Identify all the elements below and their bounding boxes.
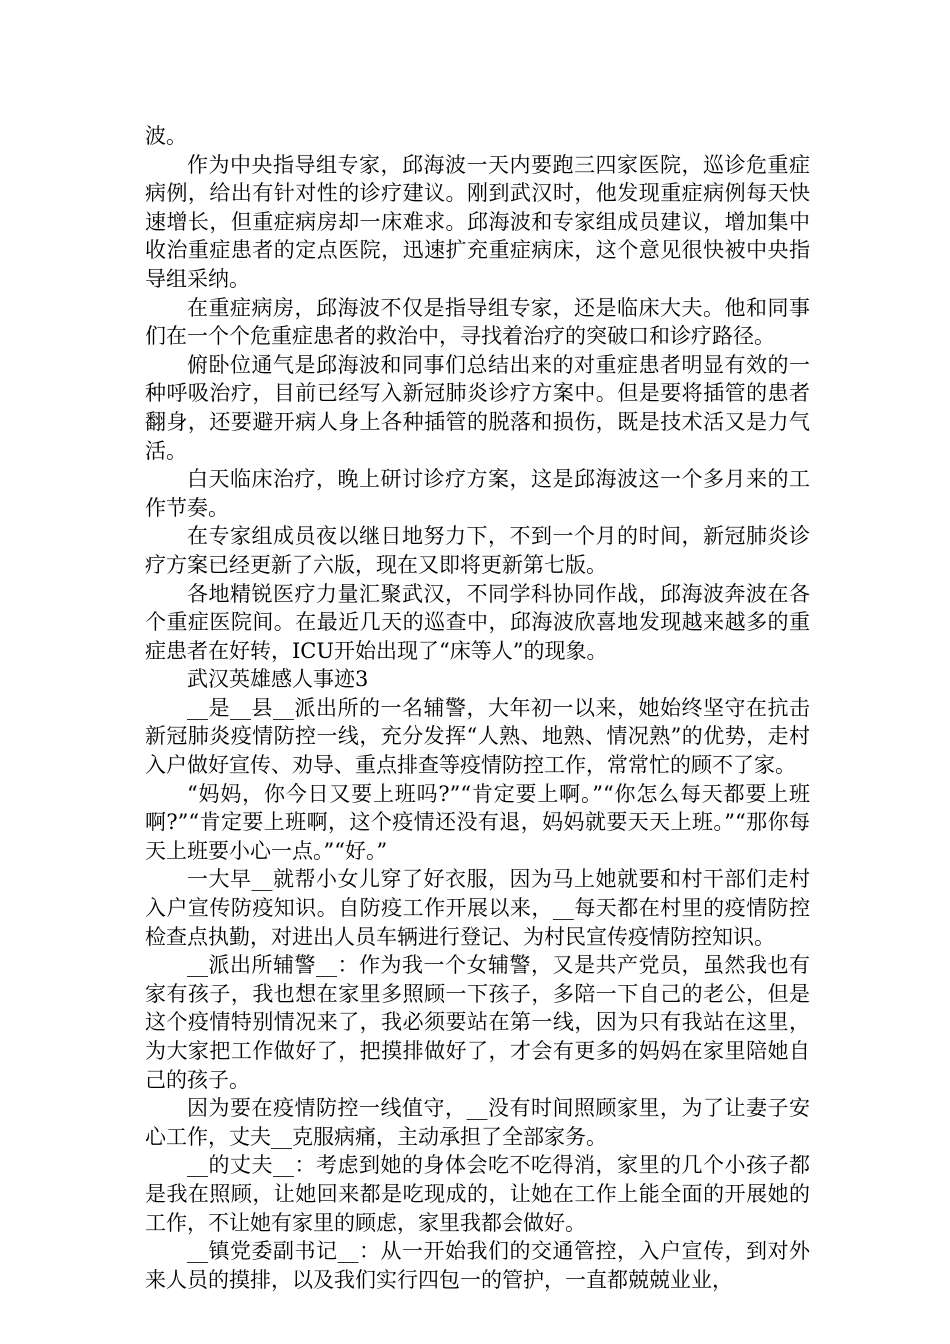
paragraph: __镇党委副书记__：从一开始我们的交通管控，入户宣传，到对外来人员的摸排，以及我们实行四包一的管护，一直都兢兢业业， (145, 1239, 810, 1292)
paragraph: __的丈夫__：考虑到她的身体会吃不吃得消，家里的几个小孩子都是我在照顾，让她回来都是吃现成的，让她在工作上能全面的开展她的工作，不让她有家里的顾虑，家里我都会做好。 (145, 1153, 810, 1235)
paragraph-continuation: 波。 (145, 124, 187, 148)
paragraph: 在专家组成员夜以继日地努力下，不到一个月的时间，新冠肺炎诊疗方案已经更新了六版，现在又即将更新第七版。 (145, 524, 810, 577)
paragraph: 作为中央指导组专家，邱海波一天内要跑三四家医院，巡诊危重症病例，给出有针对性的诊疗建议。刚到武汉时，他发现重症病例每天快速增长，但重症病房却一床难求。邱海波和专家组成员建议，增加集中收治重症患者的定点医院，迅速扩充重症病床，这个意见很快被中央指导组采纳。 (145, 152, 810, 291)
paragraph: 在重症病房，邱海波不仅是指导组专家，还是临床大夫。他和同事们在一个个危重症患者的救治中，寻找着治疗的突破口和诊疗路径。 (145, 295, 810, 349)
paragraph: 白天临床治疗，晚上研讨诊疗方案，这是邱海波这一个多月来的工作节奏。 (145, 467, 810, 520)
paragraph: 各地精锐医疗力量汇聚武汉，不同学科协同作战，邱海波奔波在各个重症医院间。在最近几天的巡查中，邱海波欣喜地发现越来越多的重症患者在好转，ICU开始出现了“床等人”的现象。 (145, 581, 810, 663)
section-heading: 武汉英雄感人事迹3 (187, 667, 369, 692)
paragraph: 因为要在疫情防控一线值守，__没有时间照顾家里，为了让妻子安心工作，丈夫__克服病痛，主动承担了全部家务。 (145, 1096, 810, 1149)
paragraph: “妈妈，你今日又要上班吗?”“肯定要上啊。”“你怎么每天都要上班啊?”“肯定要上班啊，这个疫情还没有退，妈妈就要天天上班。”“那你每天上班要小心一点。”“好。” (145, 781, 810, 863)
paragraph: __派出所辅警__：作为我一个女辅警，又是共产党员，虽然我也有家有孩子，我也想在家里多照顾一下孩子，多陪一下自己的老公，但是这个疫情特别情况来了，我必须要站在第一线，因为只有我站在这里，为大家把工作做好了，把摸排做好了，才会有更多的妈妈在家里陪她自己的孩子。 (145, 953, 810, 1092)
paragraph: 一大早__就帮小女儿穿了好衣服，因为马上她就要和村干部们走村入户宣传防疫知识。自防疫工作开展以来，__每天都在村里的疫情防控检查点执勤，对进出人员车辆进行登记、为村民宣传疫情防控知识。 (145, 867, 810, 949)
paragraph: 俯卧位通气是邱海波和同事们总结出来的对重症患者明显有效的一种呼吸治疗，目前已经写入新冠肺炎诊疗方案中。但是要将插管的患者翻身，还要避开病人身上各种插管的脱落和损伤，既是技术活又是力气活。 (145, 352, 810, 463)
paragraph: __是__县__派出所的一名辅警，大年初一以来，她始终坚守在抗击新冠肺炎疫情防控一线，充分发挥“人熟、地熟、情况熟”的优势，走村入户做好宣传、劝导、重点排查等疫情防控工作，常常忙的顾不了家。 (145, 695, 810, 778)
document-body (145, 122, 810, 1294)
